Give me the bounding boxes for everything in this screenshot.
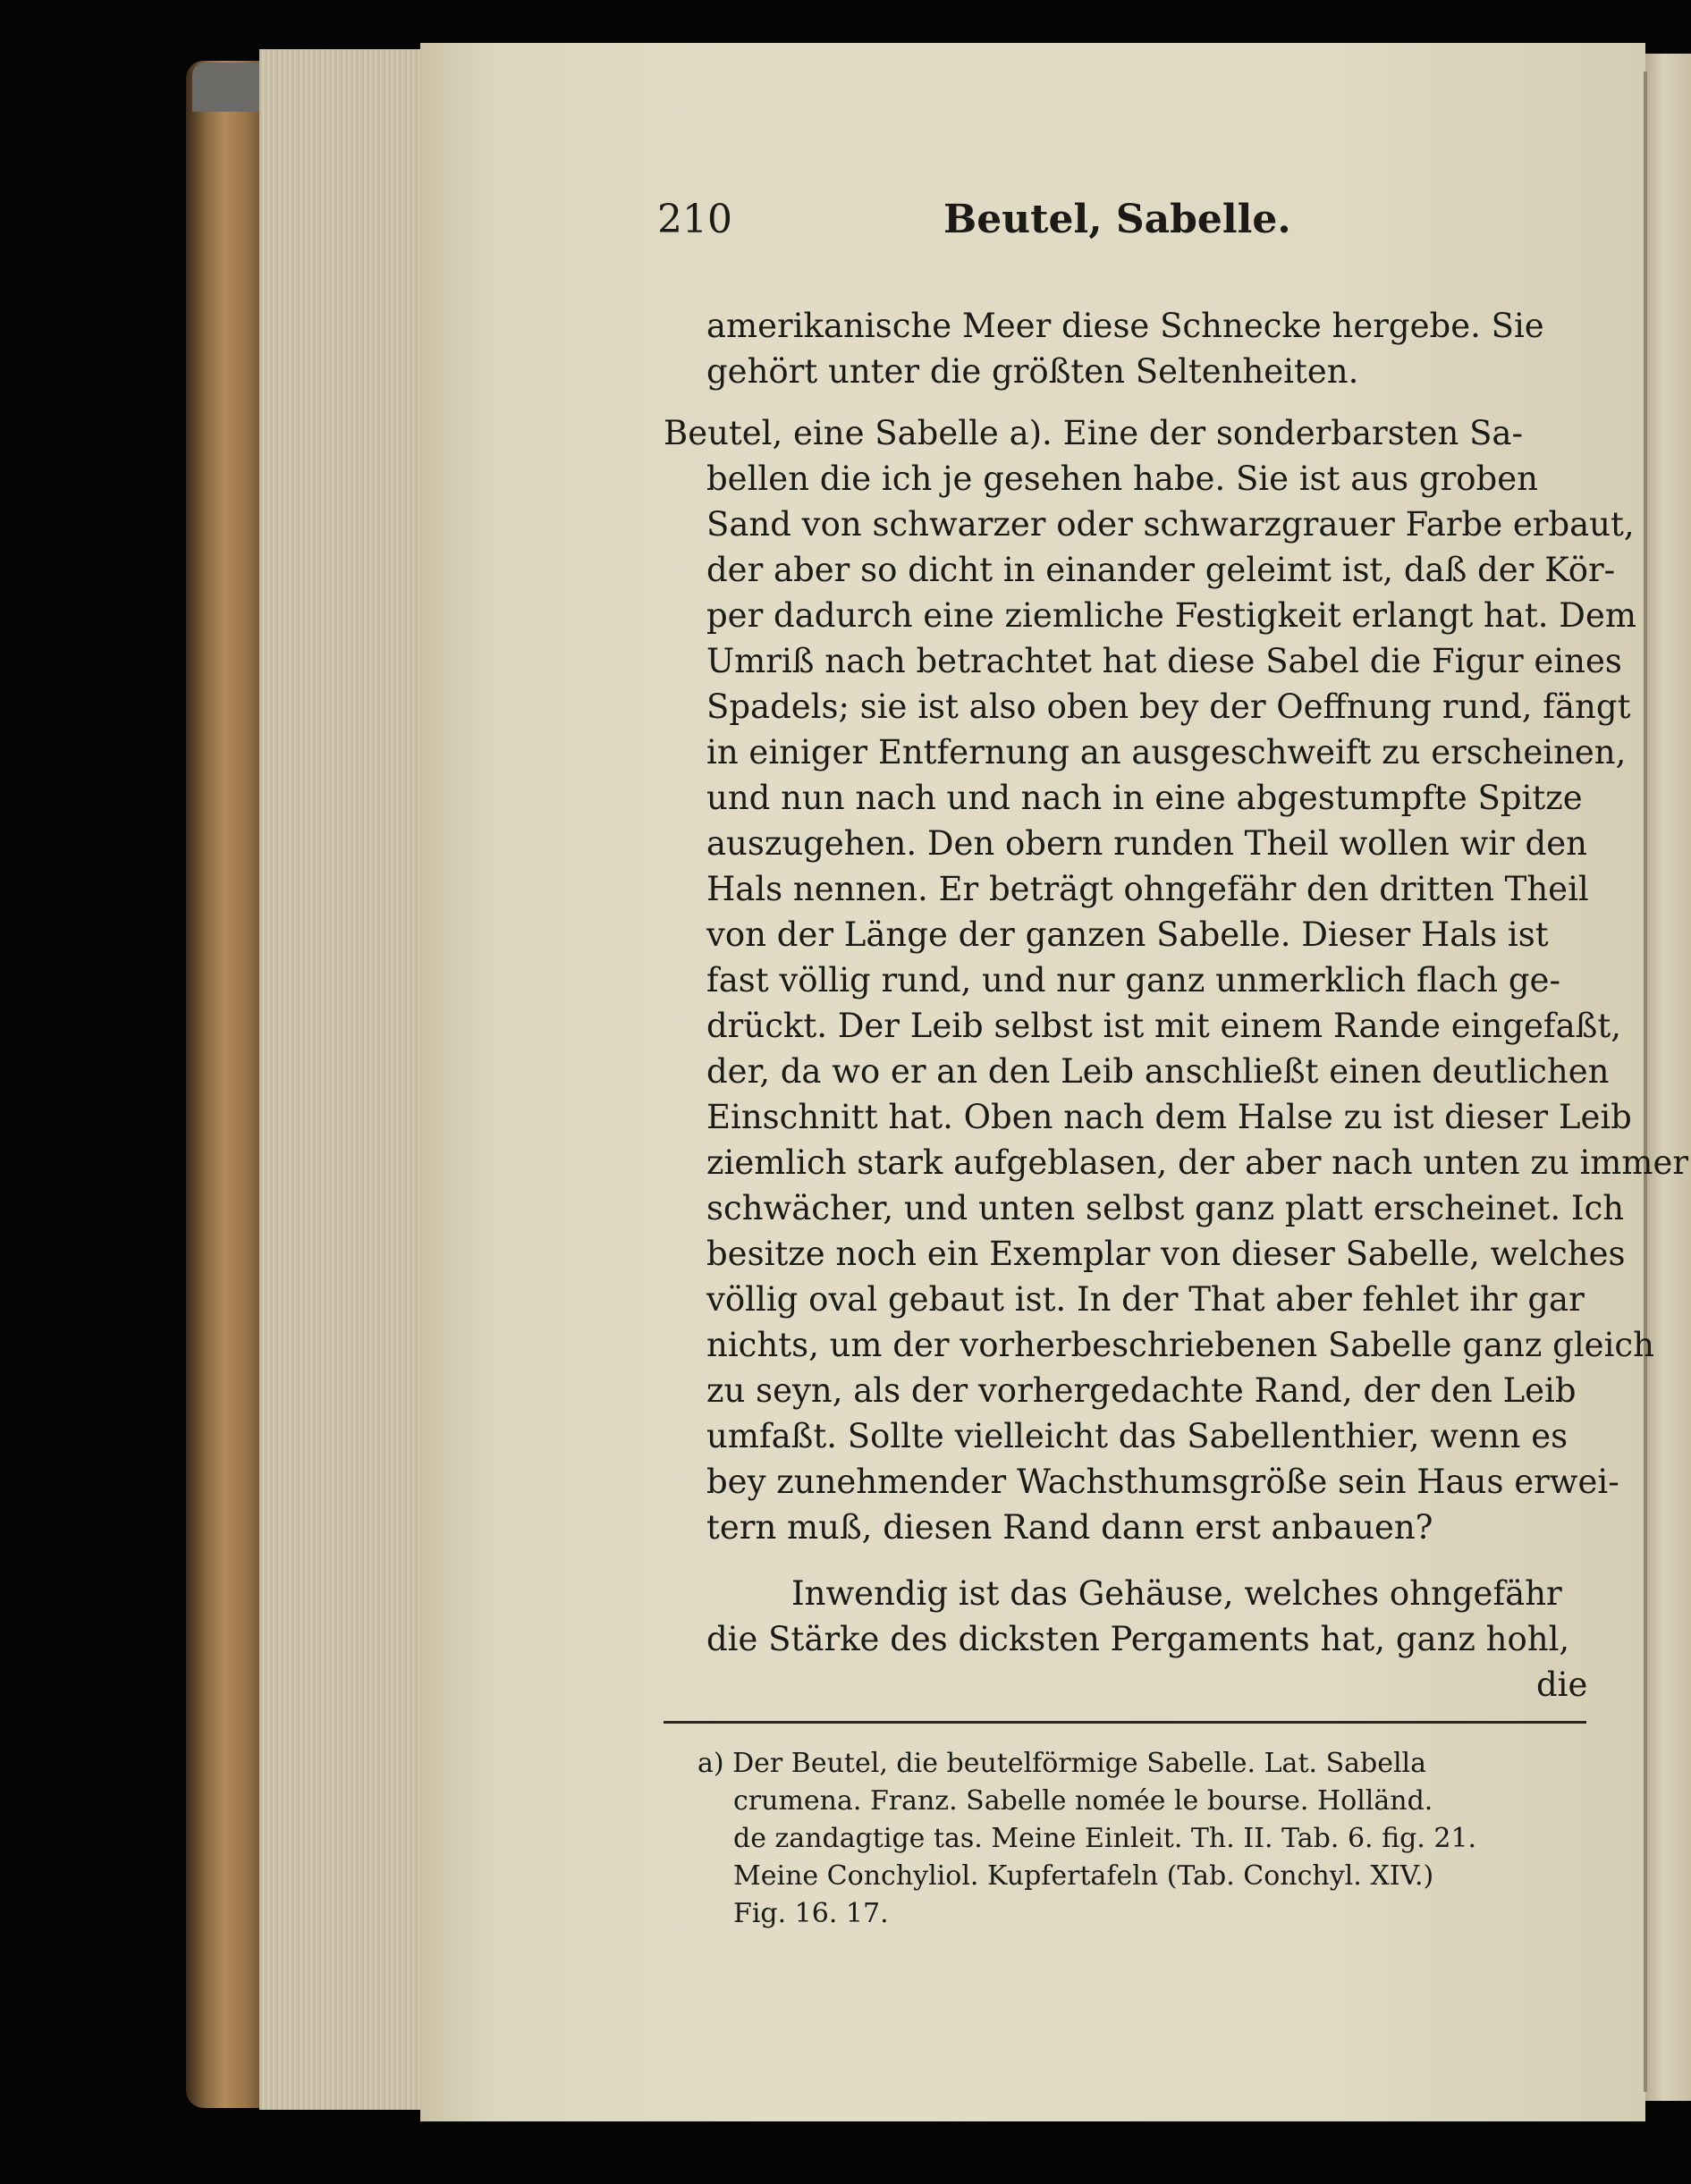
- body-line: Beutel, eine Sabelle a). Eine der sonderbarsten Sa-: [664, 414, 1523, 452]
- footnote-line: Meine Conchyliol. Kupfertafeln (Tab. Conchyl. XIV.): [733, 1860, 1434, 1892]
- catchword: die: [1536, 1665, 1588, 1704]
- body-line: auszugehen. Den obern runden Theil wollen wir den: [706, 824, 1587, 863]
- page-edges: [259, 49, 429, 2110]
- body-line: der aber so dicht in einander geleimt ist, daß der Kör-: [706, 551, 1616, 589]
- body-line: Umriß nach betrachtet hat diese Sabel die Figur eines: [706, 642, 1622, 680]
- body-line: tern muß, diesen Rand dann erst anbauen?: [706, 1508, 1433, 1547]
- body-line: völlig oval gebaut ist. In der That aber fehlet ihr gar: [706, 1280, 1585, 1319]
- body-line: besitze noch ein Exemplar von dieser Sabelle, welches: [706, 1235, 1626, 1273]
- body-line: Spadels; sie ist also oben bey der Oeffnung rund, fängt: [706, 687, 1631, 726]
- book-spine: [186, 61, 271, 2108]
- body-line: umfaßt. Sollte vielleicht das Sabellenthier, wenn es: [706, 1417, 1568, 1455]
- body-line: gehört unter die größten Seltenheiten.: [706, 352, 1359, 391]
- body-line: und nun nach und nach in eine abgestumpfte Spitze: [706, 779, 1583, 817]
- body-line: ziemlich stark aufgeblasen, der aber nach unten zu immer: [706, 1143, 1689, 1182]
- body-line: schwächer, und unten selbst ganz platt erscheinet. Ich: [706, 1189, 1625, 1227]
- spine-cap: [192, 63, 268, 112]
- footnote-line: de zandagtige tas. Meine Einleit. Th. II. Tab. 6. fig. 21.: [733, 1823, 1477, 1854]
- body-line: per dadurch eine ziemliche Festigkeit erlangt hat. Dem: [706, 596, 1636, 635]
- footnote-line: Fig. 16. 17.: [733, 1898, 889, 1929]
- body-line: drückt. Der Leib selbst ist mit einem Rande eingefaßt,: [706, 1007, 1621, 1045]
- body-line: von der Länge der ganzen Sabelle. Dieser Hals ist: [706, 915, 1549, 954]
- gutter: [1644, 72, 1647, 2092]
- footnote-line: a) Der Beutel, die beutelförmige Sabelle. Lat. Sabella: [698, 1748, 1427, 1779]
- body-line: fast völlig rund, und nur ganz unmerklich flach ge-: [706, 961, 1560, 999]
- footnote-line: crumena. Franz. Sabelle nomée le bourse. Holländ.: [733, 1785, 1433, 1817]
- body-line: Hals nennen. Er beträgt ohngefähr den dritten Theil: [706, 870, 1589, 908]
- body-line: zu seyn, als der vorhergedachte Rand, der den Leib: [706, 1371, 1577, 1410]
- page-number: 210: [657, 197, 732, 242]
- body-line: Einschnitt hat. Oben nach dem Halse zu ist dieser Leib: [706, 1098, 1632, 1136]
- facing-page-edge: [1645, 54, 1691, 2101]
- footnote-rule: [664, 1721, 1586, 1724]
- running-title: Beutel, Sabelle.: [943, 197, 1291, 242]
- body-line: Inwendig ist das Gehäuse, welches ohngefähr: [791, 1574, 1562, 1613]
- body-line: Sand von schwarzer oder schwarzgrauer Farbe erbaut,: [706, 505, 1635, 544]
- body-line: die Stärke des dicksten Pergaments hat, ganz hohl,: [706, 1620, 1570, 1658]
- body-line: nichts, um der vorherbeschriebenen Sabelle ganz gleich: [706, 1326, 1654, 1364]
- body-line: bey zunehmender Wachsthumsgröße sein Haus erwei-: [706, 1463, 1619, 1501]
- body-line: amerikanische Meer diese Schnecke hergebe. Sie: [706, 307, 1544, 345]
- body-line: bellen die ich je gesehen habe. Sie ist aus groben: [706, 460, 1538, 498]
- body-line: der, da wo er an den Leib anschließt einen deutlichen: [706, 1052, 1610, 1091]
- body-line: in einiger Entfernung an ausgeschweift zu erscheinen,: [706, 733, 1627, 772]
